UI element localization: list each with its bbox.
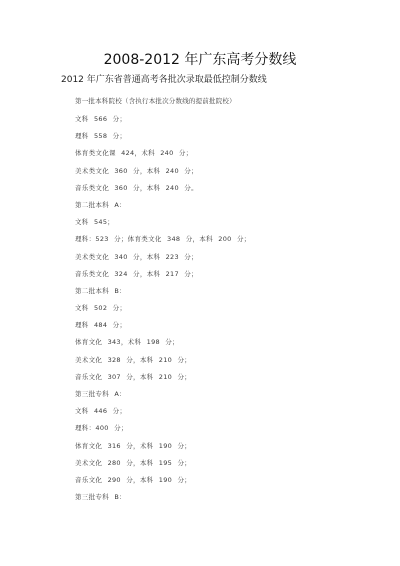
score-line: 音乐类文化 324 分，本科 217 分； xyxy=(75,269,198,278)
batch-heading: 第二批本科 B： xyxy=(75,286,126,295)
score-line: 美术类文化 340 分，本科 223 分； xyxy=(75,252,198,261)
document-subtitle: 2012 年广东省普通高考各批次录取最低控制分数线 xyxy=(61,75,267,85)
score-line: 美术类文化 360 分，本科 240 分； xyxy=(75,166,198,175)
score-line: 文科 566 分； xyxy=(75,115,127,123)
score-line: 文科 545； xyxy=(75,218,115,227)
batch-heading: 第三批专科 A： xyxy=(75,390,126,398)
document-title: 2008-2012 年广东高考分数线 xyxy=(103,52,297,68)
score-line: 理科：400 分； xyxy=(75,424,128,433)
score-line: 音乐类文化 360 分，本科 240 分。 xyxy=(75,183,198,192)
score-line: 理科：523 分；体育类文化 348 分，本科 200 分； xyxy=(75,235,251,244)
batch-heading: 第一批本科院校（含执行本批次分数线的提前批院校） xyxy=(75,97,236,105)
batch-heading: 第三批专科 B： xyxy=(75,493,126,502)
score-line: 理科 558 分； xyxy=(75,132,127,141)
score-line: 理科 484 分； xyxy=(75,321,127,330)
score-line: 文科 502 分； xyxy=(75,304,127,313)
score-line: 体育类文化课 424，术科 240 分； xyxy=(75,149,193,158)
score-line: 体育文化 343，术科 198 分； xyxy=(75,338,179,347)
score-line: 音乐文化 307 分，本科 210 分； xyxy=(75,372,192,381)
score-line: 美术文化 328 分，本科 210 分； xyxy=(75,355,192,364)
score-line: 文科 446 分； xyxy=(75,407,127,416)
score-list xyxy=(75,111,375,506)
score-line: 美术文化 280 分，本科 195 分； xyxy=(75,458,192,467)
score-line: 音乐文化 290 分，本科 190 分； xyxy=(75,475,192,484)
score-line: 体育文化 316 分，术科 190 分； xyxy=(75,441,192,450)
batch-heading: 第二批本科 A： xyxy=(75,200,126,209)
